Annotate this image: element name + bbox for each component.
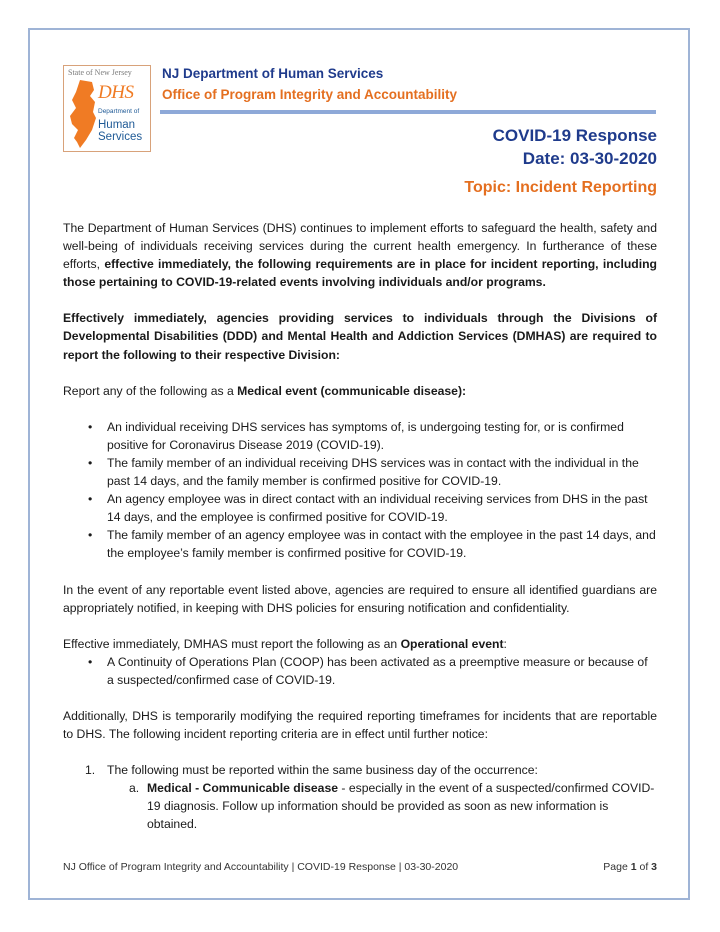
list-item: • An individual receiving DHS services has symptoms of, is undergoing testing for, or is confirmed positive for Coronavirus Disease 2019 (COVID-19). xyxy=(63,418,657,454)
intro-text: The Department of Human Services (DHS) continues to implement efforts to safeguard the health, safety and well-being of individuals receiving services during the current health emergency. In furtherance of these efforts, xyxy=(63,221,657,272)
doc-topic: Topic: Incident Reporting xyxy=(464,179,657,196)
logo-human-services xyxy=(98,119,142,143)
reporting-criteria-list xyxy=(63,761,657,779)
logo-state-text: State of New Jersey xyxy=(68,68,132,77)
operational-colon: : xyxy=(503,636,507,651)
list-item: • An agency employee was in direct contact with an individual receiving services from DHS in the past 14 days, and the employee is confirmed positive for COVID-19. xyxy=(63,490,657,526)
intro-bold-text: effective immediately, the following requirements are in place for incident reporting, including those pertaining to COVID-19-related events involving individuals and/or programs. xyxy=(63,257,657,290)
operational-event-intro xyxy=(63,635,657,653)
org-name: NJ Department of Human Services xyxy=(162,66,384,81)
agencies-bold-text: Effectively immediately, agencies providing services to individuals through the Divisions of Developmental Disabilities (DDD) and Mental Health and Addiction Services (DMHAS) are required to report the following to their respective Division: xyxy=(63,311,657,362)
guardian-notification-paragraph: In the event of any reportable event listed above, agencies are required to ensure all identified guardians are appropriately notified, in keeping with DHS policies for ensuring notification and confidentiality. xyxy=(63,582,657,615)
medical-event-list xyxy=(63,418,657,563)
operational-event-list xyxy=(63,653,657,689)
medical-intro-text: Report any of the following as a xyxy=(63,383,238,398)
list-item: • The family member of an agency employee was in contact with the employee in the past 14 days, and the employee’s family member is confirmed positive for COVID-19. xyxy=(63,526,657,562)
operational-event-label: Operational event xyxy=(400,636,504,651)
medical-event-label: Medical event (communicable disease): xyxy=(237,383,467,398)
dhs-logo xyxy=(63,65,151,152)
timeframes-paragraph: Additionally, DHS is temporarily modifying the required reporting timeframes for incidents that are reportable to DHS. The following incident reporting criteria are in effect until further notice: xyxy=(63,708,657,742)
list-item: • The family member of an individual receiving DHS services was in contact with the individual in the past 14 days, and the family member is confirmed positive for COVID-19. xyxy=(63,454,657,490)
list-item: • A Continuity of Operations Plan (COOP) has been activated as a preemptive measure or because of a suspected/confirmed case of COVID-19. xyxy=(63,653,657,689)
logo-dhs-mark: DHS xyxy=(98,82,134,103)
operational-intro-text: Effective immediately, DMHAS must report the following as an xyxy=(63,636,401,651)
sub-list-item xyxy=(63,779,657,833)
doc-date: Date: 03-30-2020 xyxy=(522,149,657,168)
sub-item-bold-label: Medical - Communicable disease xyxy=(147,781,339,796)
medical-event-intro xyxy=(63,382,657,400)
total-pages: 3 xyxy=(651,861,657,873)
intro-paragraph xyxy=(63,219,657,291)
doc-title: COVID-19 Response xyxy=(492,126,657,145)
sub-item-text: - especially in the event of a suspected/confirmed COVID-19 diagnosis. Follow up information should be provided as soon as new information is obtained. xyxy=(147,781,655,832)
list-item xyxy=(63,761,657,779)
footer-text: NJ Office of Program Integrity and Accountability | COVID-19 Response | 03-30-2020 xyxy=(63,861,459,873)
current-page: 1 xyxy=(630,861,637,873)
list-number: 1. xyxy=(85,763,96,778)
page-prefix: Page xyxy=(603,861,631,873)
logo-dept-text: Department of xyxy=(98,108,140,115)
page-number xyxy=(603,861,657,873)
agencies-paragraph xyxy=(63,309,657,363)
logo-human-text: Human xyxy=(98,119,136,131)
header-divider xyxy=(160,110,656,114)
new-jersey-map-icon xyxy=(68,78,98,150)
office-name: Office of Program Integrity and Accountability xyxy=(162,87,458,102)
document-body xyxy=(63,219,657,834)
sub-list-letter: a. xyxy=(129,781,140,796)
page-of: of xyxy=(636,861,652,873)
logo-services-text: Services xyxy=(98,131,143,143)
list-item-text: The following must be reported within the same business day of the occurrence: xyxy=(107,763,538,778)
